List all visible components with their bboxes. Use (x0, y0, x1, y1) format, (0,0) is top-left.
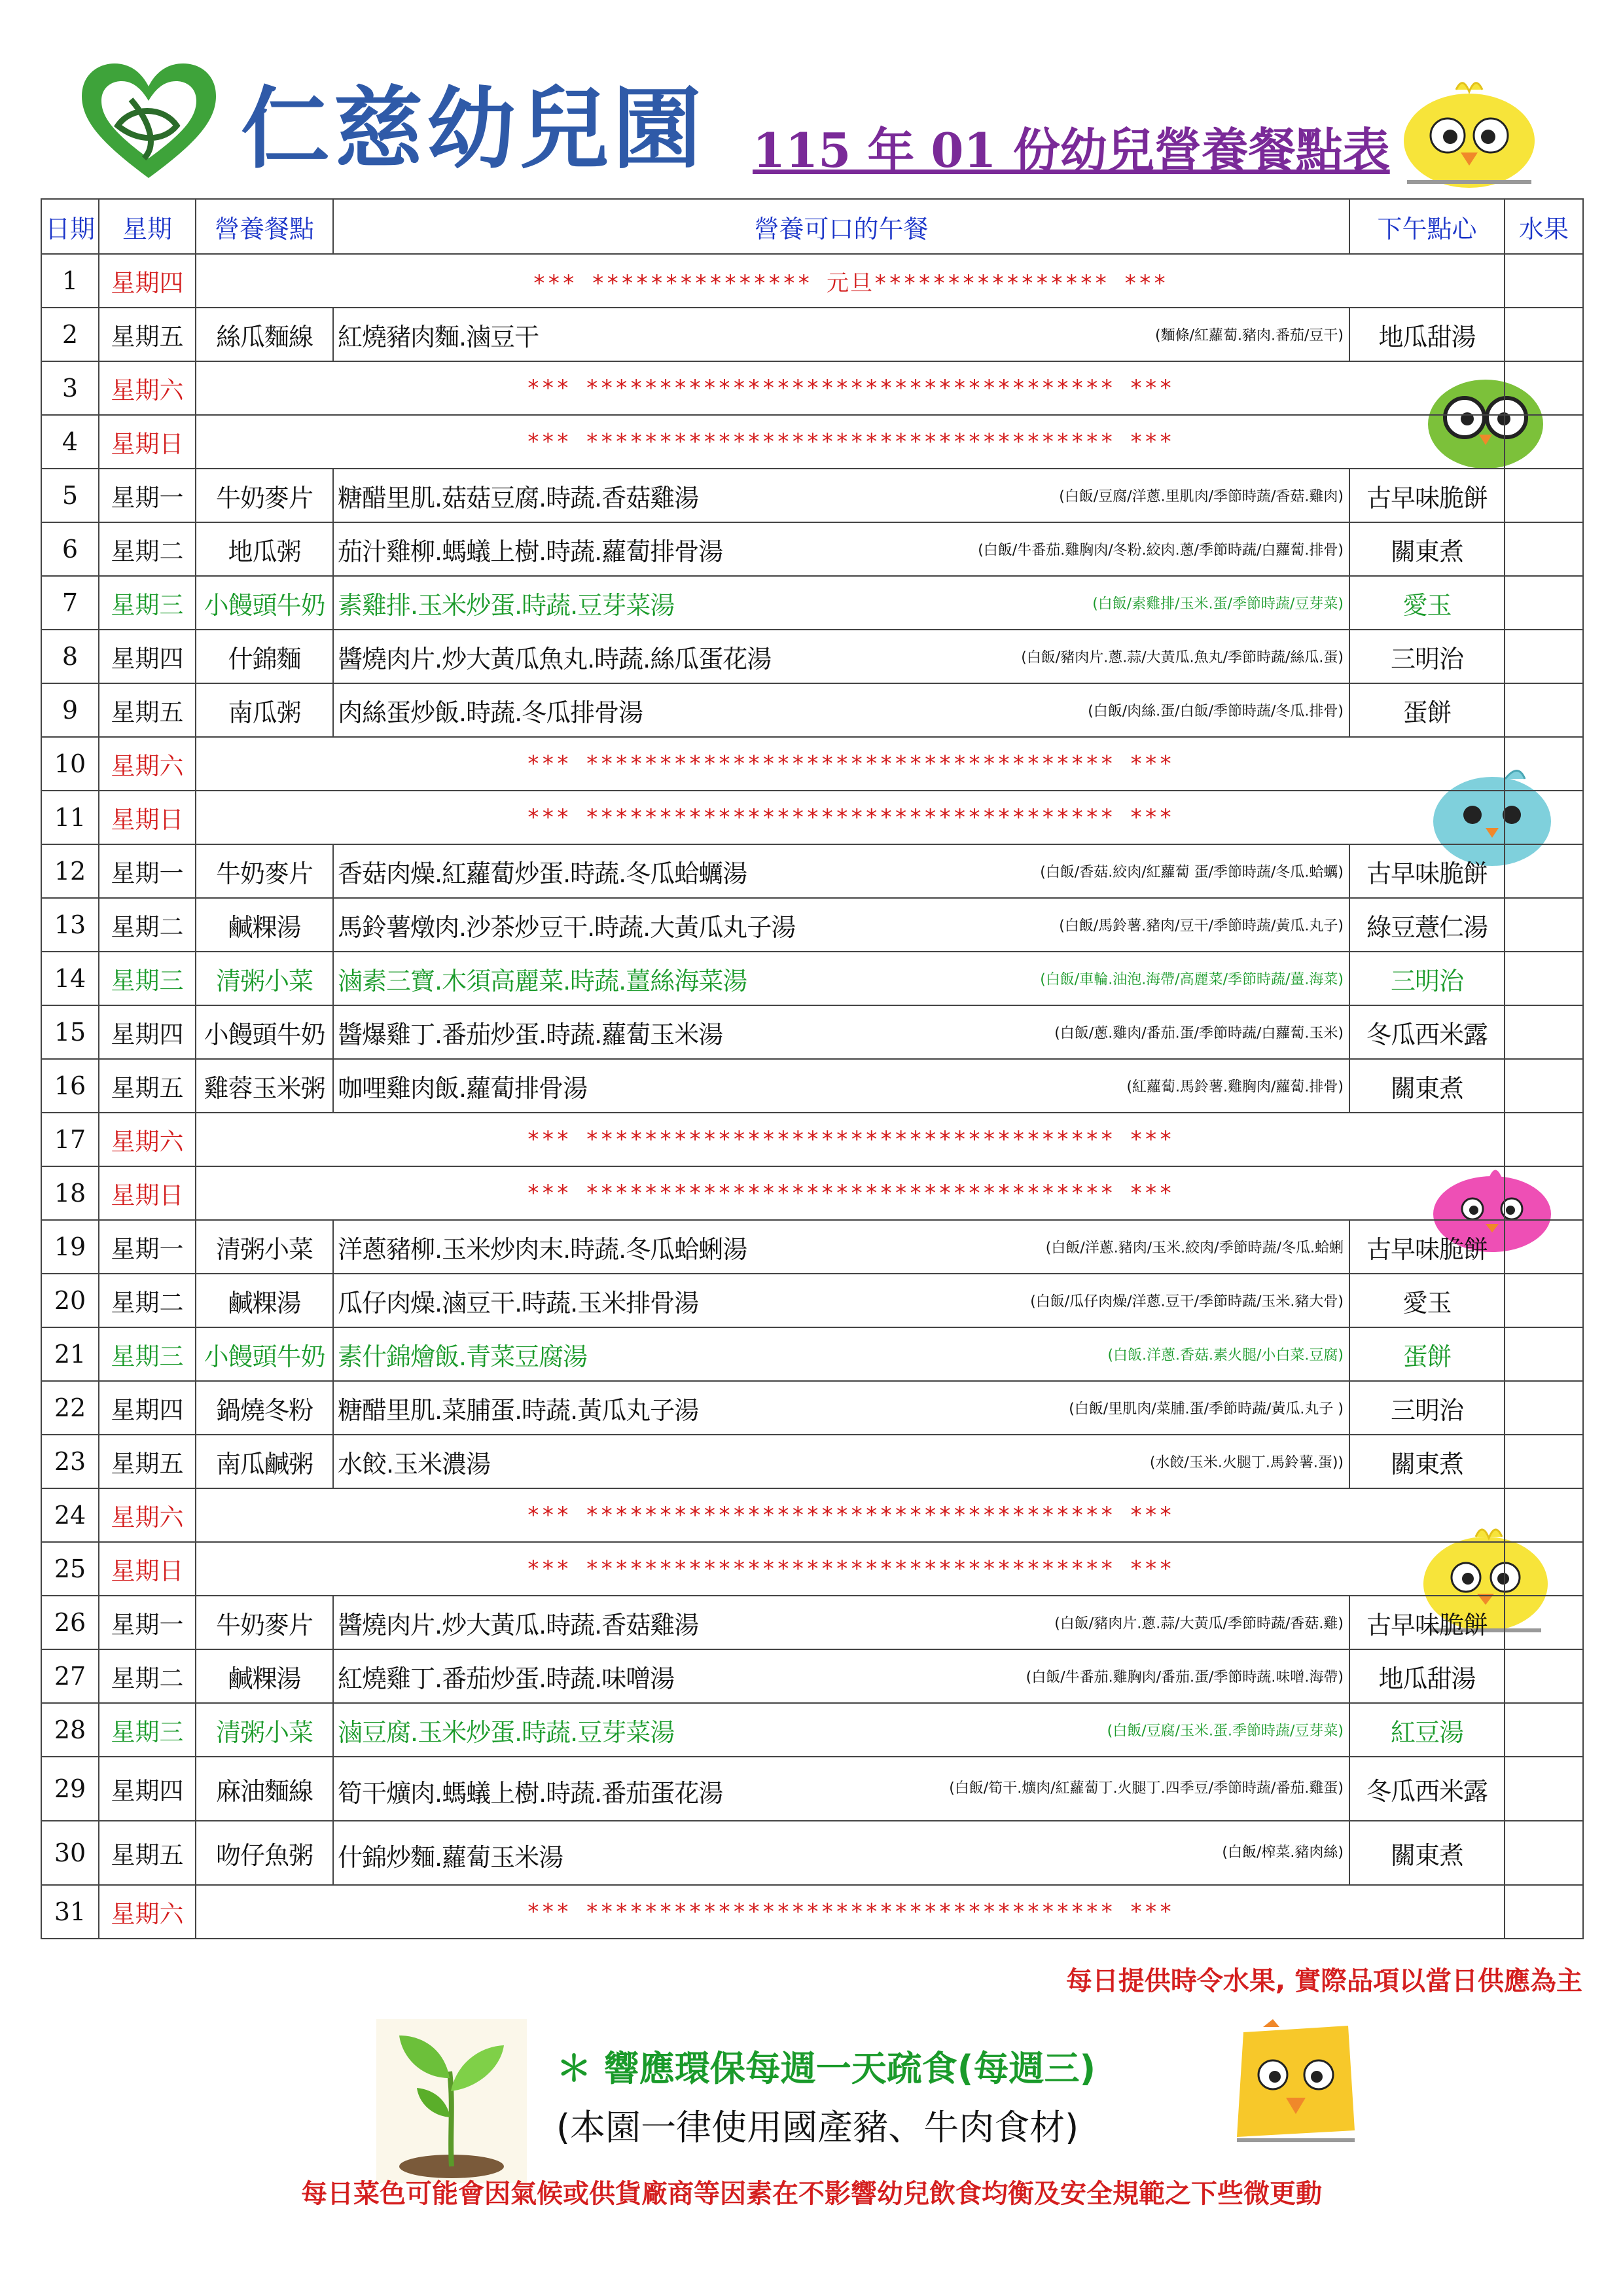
table-row (41, 1885, 1583, 1939)
lunch-ingredients: (白飯/牛番茄.雞胸肉/番茄.蛋/季節時蔬.味噌.海帶) (1026, 1669, 1344, 1686)
lunch-cell (333, 1059, 1349, 1113)
afternoon-snack-cell: 冬瓜西米露 (1349, 1005, 1505, 1059)
lunch-dishes: 素雞排.玉米炒蛋.時蔬.豆芽菜湯 (338, 590, 675, 620)
fruit-cell (1505, 1435, 1583, 1488)
afternoon-snack-cell: 三明治 (1349, 630, 1505, 683)
weekday-cell: 星期日 (99, 1166, 196, 1220)
lunch-dishes: 糖醋里肌.菜脯蛋.時蔬.黃瓜丸子湯 (338, 1395, 699, 1425)
lunch-cell (333, 1435, 1349, 1488)
lunch-ingredients: (白飯/馬鈴薯.豬肉/豆干/季節時蔬/黃瓜.丸子) (1059, 918, 1344, 935)
afternoon-snack-cell: 三明治 (1349, 952, 1505, 1005)
lunch-ingredients: (水餃/玉米.火腿丁.馬鈴薯.蛋)) (1149, 1454, 1344, 1471)
weekday-cell: 星期三 (99, 1327, 196, 1381)
fruit-cell (1505, 844, 1583, 898)
table-row (41, 1703, 1583, 1757)
lunch-ingredients: (白飯/筍干.爌肉/紅蘿蔔丁.火腿丁.四季豆/季節時蔬/番茄.雞蛋) (949, 1780, 1344, 1797)
fruit-cell (1505, 469, 1583, 522)
date-cell: 31 (41, 1885, 99, 1939)
fruit-cell (1505, 1821, 1583, 1885)
fruit-cell (1505, 1885, 1583, 1939)
lunch-ingredients: (麵條/紅蘿蔔.豬肉.番茄/豆干) (1155, 327, 1344, 344)
morning-snack-cell: 清粥小菜 (196, 952, 333, 1005)
weekday-cell: 星期五 (99, 308, 196, 361)
date-cell: 25 (41, 1542, 99, 1596)
date-cell: 5 (41, 469, 99, 522)
morning-snack-cell: 牛奶麥片 (196, 469, 333, 522)
morning-snack-cell: 雞蓉玉米粥 (196, 1059, 333, 1113)
weekday-cell: 星期六 (99, 1885, 196, 1939)
weekday-cell: 星期五 (99, 683, 196, 737)
date-cell: 27 (41, 1649, 99, 1703)
meat-note: (本園一律使用國產豬、牛肉食材) (556, 2107, 1079, 2148)
weekday-cell: 星期六 (99, 1488, 196, 1542)
lunch-cell (333, 1649, 1349, 1703)
afternoon-snack-cell: 愛玉 (1349, 576, 1505, 630)
lunch-ingredients: (白飯/豆腐/洋蔥.里肌肉/季節時蔬/香菇.雞肉) (1059, 488, 1344, 505)
lunch-dishes: 醬爆雞丁.番茄炒蛋.時蔬.蘿蔔玉米湯 (338, 1020, 723, 1049)
lunch-dishes: 筍干爌肉.螞蟻上樹.時蔬.番茄蛋花湯 (338, 1778, 723, 1808)
holiday-cell: *** ************************************ *** (196, 415, 1505, 469)
date-cell: 20 (41, 1274, 99, 1327)
weekday-cell: 星期四 (99, 1005, 196, 1059)
table-row (41, 844, 1583, 898)
fruit-note: 每日提供時令水果, 實際品項以當日供應為主 (1065, 1966, 1582, 1996)
weekday-cell: 星期二 (99, 1649, 196, 1703)
lunch-dishes: 滷素三寶.木須高麗菜.時蔬.薑絲海菜湯 (338, 966, 747, 996)
table-row (41, 1757, 1583, 1821)
lunch-dishes: 糖醋里肌.菇菇豆腐.時蔬.香菇雞湯 (338, 483, 699, 512)
morning-snack-cell: 鹹粿湯 (196, 898, 333, 952)
table-row (41, 1059, 1583, 1113)
table-row (41, 1005, 1583, 1059)
afternoon-snack-cell: 古早味脆餅 (1349, 1596, 1505, 1649)
fruit-cell (1505, 737, 1583, 791)
school-name: 仁慈幼兒園 (241, 78, 705, 181)
table-row (41, 1166, 1583, 1220)
table-row (41, 1327, 1583, 1381)
fruit-cell (1505, 1757, 1583, 1821)
table-row (41, 1488, 1583, 1542)
weekday-cell: 星期三 (99, 952, 196, 1005)
morning-snack-cell: 麻油麵線 (196, 1757, 333, 1821)
morning-snack-cell: 小饅頭牛奶 (196, 1005, 333, 1059)
morning-snack-cell: 南瓜粥 (196, 683, 333, 737)
col-header-snack-pm: 下午點心 (1349, 199, 1505, 254)
veg-note: ＊ 響應環保每週一天疏食(每週三) (556, 2048, 1096, 2089)
fruit-cell (1505, 1005, 1583, 1059)
weekday-cell: 星期三 (99, 576, 196, 630)
morning-snack-cell: 小饅頭牛奶 (196, 576, 333, 630)
lunch-ingredients: (白飯/蔥.雞肉/番茄.蛋/季節時蔬/白蘿蔔.玉米) (1054, 1025, 1344, 1042)
date-cell: 23 (41, 1435, 99, 1488)
lunch-cell (333, 898, 1349, 952)
afternoon-snack-cell: 綠豆薏仁湯 (1349, 898, 1505, 952)
fruit-cell (1505, 1649, 1583, 1703)
holiday-cell: *** ************************************ *** (196, 737, 1505, 791)
col-header-snack-am: 營養餐點 (196, 199, 333, 254)
lunch-dishes: 滷豆腐.玉米炒蛋.時蔬.豆芽菜湯 (338, 1717, 675, 1747)
lunch-ingredients: (白飯/洋蔥.豬肉/玉米.絞肉/季節時蔬/冬瓜.蛤蜊 (1045, 1240, 1344, 1257)
table-row (41, 952, 1583, 1005)
holiday-cell: *** ************************************ *** (196, 1542, 1505, 1596)
date-cell: 30 (41, 1821, 99, 1885)
lunch-ingredients: (白飯/肉絲.蛋/白飯/季節時蔬/冬瓜.排骨) (1088, 703, 1344, 720)
date-cell: 9 (41, 683, 99, 737)
lunch-cell (333, 844, 1349, 898)
date-cell: 19 (41, 1220, 99, 1274)
table-header-row (41, 199, 1583, 254)
morning-snack-cell: 鍋燒冬粉 (196, 1381, 333, 1435)
lunch-ingredients: (白飯/豬肉片.蔥.蒜/大黃瓜.魚丸/季節時蔬/絲瓜.蛋) (1021, 649, 1344, 666)
weekday-cell: 星期四 (99, 254, 196, 308)
lunch-cell (333, 308, 1349, 361)
holiday-cell: *** ************************************ *** (196, 1885, 1505, 1939)
date-cell: 15 (41, 1005, 99, 1059)
lunch-dishes: 什錦炒麵.蘿蔔玉米湯 (338, 1842, 563, 1872)
date-cell: 10 (41, 737, 99, 791)
date-cell: 13 (41, 898, 99, 952)
lunch-cell (333, 1220, 1349, 1274)
fruit-cell (1505, 1327, 1583, 1381)
lunch-dishes: 肉絲蛋炒飯.時蔬.冬瓜排骨湯 (338, 698, 643, 727)
morning-snack-cell: 什錦麵 (196, 630, 333, 683)
morning-snack-cell: 地瓜粥 (196, 522, 333, 576)
lunch-cell (333, 1327, 1349, 1381)
table-row (41, 683, 1583, 737)
morning-snack-cell: 鹹粿湯 (196, 1649, 333, 1703)
col-header-weekday: 星期 (99, 199, 196, 254)
date-cell: 6 (41, 522, 99, 576)
menu-table (41, 198, 1584, 1939)
morning-snack-cell: 南瓜鹹粥 (196, 1435, 333, 1488)
lunch-dishes: 醬燒肉片.炒大黃瓜.時蔬.香菇雞湯 (338, 1610, 699, 1640)
date-cell: 26 (41, 1596, 99, 1649)
weekday-cell: 星期六 (99, 361, 196, 415)
morning-snack-cell: 清粥小菜 (196, 1703, 333, 1757)
fruit-cell (1505, 1220, 1583, 1274)
lunch-cell (333, 683, 1349, 737)
date-cell: 21 (41, 1327, 99, 1381)
lunch-cell (333, 1274, 1349, 1327)
lunch-ingredients: (白飯/素雞排/玉米.蛋/季節時蔬/豆芽菜) (1092, 596, 1344, 613)
lunch-cell (333, 1757, 1349, 1821)
date-cell: 11 (41, 791, 99, 844)
table-row (41, 254, 1583, 308)
menu-body (41, 254, 1583, 1939)
lunch-cell (333, 1005, 1349, 1059)
weekday-cell: 星期二 (99, 522, 196, 576)
fruit-cell (1505, 1059, 1583, 1113)
table-row (41, 1220, 1583, 1274)
col-header-date: 日期 (41, 199, 99, 254)
afternoon-snack-cell: 蛋餅 (1349, 683, 1505, 737)
table-row (41, 1435, 1583, 1488)
lunch-dishes: 水餃.玉米濃湯 (338, 1449, 491, 1479)
table-row (41, 1596, 1583, 1649)
lunch-cell (333, 1821, 1349, 1885)
lunch-dishes: 紅燒雞丁.番茄炒蛋.時蔬.味噌湯 (338, 1664, 675, 1693)
weekday-cell: 星期六 (99, 1113, 196, 1166)
weekday-cell: 星期五 (99, 1821, 196, 1885)
weekday-cell: 星期二 (99, 1274, 196, 1327)
fruit-cell (1505, 1113, 1583, 1166)
lunch-ingredients: (白飯/豆腐/玉米.蛋.季節時蔬/豆芽菜) (1107, 1723, 1344, 1740)
weekday-cell: 星期四 (99, 630, 196, 683)
table-row (41, 1113, 1583, 1166)
lunch-dishes: 紅燒豬肉麵.滷豆干 (338, 322, 539, 351)
date-cell: 14 (41, 952, 99, 1005)
date-cell: 12 (41, 844, 99, 898)
lunch-cell (333, 576, 1349, 630)
afternoon-snack-cell: 三明治 (1349, 1381, 1505, 1435)
weekday-cell: 星期日 (99, 415, 196, 469)
lunch-dishes: 咖哩雞肉飯.蘿蔔排骨湯 (338, 1073, 588, 1103)
lunch-dishes: 茄汁雞柳.螞蟻上樹.時蔬.蘿蔔排骨湯 (338, 537, 723, 566)
lunch-ingredients: (白飯/牛番茄.雞胸肉/冬粉.絞肉.蔥/季節時蔬/白蘿蔔.排骨) (978, 542, 1344, 559)
lunch-ingredients: (白飯/香菇.絞肉/紅蘿蔔 蛋/季節時蔬/冬瓜.蛤蠣) (1040, 864, 1344, 881)
fruit-cell (1505, 1542, 1583, 1596)
weekday-cell: 星期一 (99, 469, 196, 522)
fruit-cell (1505, 1381, 1583, 1435)
lunch-cell (333, 952, 1349, 1005)
lunch-ingredients: (白飯/豬肉片.蔥.蒜/大黃瓜/季節時蔬/香菇.雞) (1054, 1615, 1344, 1632)
yellow-chick-icon (1387, 75, 1551, 190)
date-cell: 1 (41, 254, 99, 308)
weekday-cell: 星期六 (99, 737, 196, 791)
table-row (41, 791, 1583, 844)
afternoon-snack-cell: 古早味脆餅 (1349, 1220, 1505, 1274)
fruit-cell (1505, 1596, 1583, 1649)
lunch-dishes: 馬鈴薯燉肉.沙茶炒豆干.時蔬.大黃瓜丸子湯 (338, 912, 796, 942)
date-cell: 3 (41, 361, 99, 415)
holiday-cell: *** ************************************ *** (196, 1113, 1505, 1166)
lunch-dishes: 瓜仔肉燥.滷豆干.時蔬.玉米排骨湯 (338, 1288, 699, 1318)
date-cell: 28 (41, 1703, 99, 1757)
lunch-dishes: 香菇肉燥.紅蘿蔔炒蛋.時蔬.冬瓜蛤蠣湯 (338, 859, 747, 888)
date-cell: 7 (41, 576, 99, 630)
col-header-fruit: 水果 (1505, 199, 1583, 254)
afternoon-snack-cell: 地瓜甜湯 (1349, 1649, 1505, 1703)
table-row (41, 1381, 1583, 1435)
morning-snack-cell: 鹹粿湯 (196, 1274, 333, 1327)
morning-snack-cell: 清粥小菜 (196, 1220, 333, 1274)
afternoon-snack-cell: 愛玉 (1349, 1274, 1505, 1327)
lunch-ingredients: (白飯/榨菜.豬肉絲) (1222, 1844, 1344, 1861)
weekday-cell: 星期五 (99, 1435, 196, 1488)
afternoon-snack-cell: 關東煮 (1349, 1059, 1505, 1113)
orange-bird-icon (1224, 2019, 1368, 2150)
morning-snack-cell: 牛奶麥片 (196, 844, 333, 898)
afternoon-snack-cell: 關東煮 (1349, 1821, 1505, 1885)
fruit-cell (1505, 1274, 1583, 1327)
date-cell: 8 (41, 630, 99, 683)
lunch-cell (333, 1596, 1349, 1649)
table-row (41, 1274, 1583, 1327)
fruit-cell (1505, 254, 1583, 308)
lunch-dishes: 素什錦燴飯.青菜豆腐湯 (338, 1342, 588, 1371)
date-cell: 2 (41, 308, 99, 361)
afternoon-snack-cell: 關東煮 (1349, 1435, 1505, 1488)
col-header-lunch: 營養可口的午餐 (333, 199, 1349, 254)
lunch-cell (333, 630, 1349, 683)
menu-title: 115 年 01 份幼兒營養餐點表 (753, 122, 1390, 178)
fruit-cell (1505, 630, 1583, 683)
lunch-ingredients: (白飯/車輪.油泡.海帶/高麗菜/季節時蔬/薑.海菜) (1040, 971, 1344, 988)
afternoon-snack-cell: 紅豆湯 (1349, 1703, 1505, 1757)
lunch-ingredients: (紅蘿蔔.馬鈴薯.雞胸肉/蘿蔔.排骨) (1126, 1079, 1344, 1096)
weekday-cell: 星期一 (99, 1220, 196, 1274)
weekday-cell: 星期四 (99, 1757, 196, 1821)
date-cell: 17 (41, 1113, 99, 1166)
holiday-cell: *** ************************************ *** (196, 791, 1505, 844)
afternoon-snack-cell: 地瓜甜湯 (1349, 308, 1505, 361)
table-row (41, 308, 1583, 361)
fruit-cell (1505, 1166, 1583, 1220)
date-cell: 4 (41, 415, 99, 469)
afternoon-snack-cell: 古早味脆餅 (1349, 469, 1505, 522)
afternoon-snack-cell: 關東煮 (1349, 522, 1505, 576)
afternoon-snack-cell: 蛋餅 (1349, 1327, 1505, 1381)
afternoon-snack-cell: 冬瓜西米露 (1349, 1757, 1505, 1821)
lunch-dishes: 醬燒肉片.炒大黃瓜魚丸.時蔬.絲瓜蛋花湯 (338, 644, 772, 673)
table-row (41, 415, 1583, 469)
school-logo-heart-icon (79, 60, 219, 185)
fruit-cell (1505, 791, 1583, 844)
weekday-cell: 星期日 (99, 1542, 196, 1596)
fruit-cell (1505, 576, 1583, 630)
fruit-cell (1505, 1703, 1583, 1757)
morning-snack-cell: 吻仔魚粥 (196, 1821, 333, 1885)
fruit-cell (1505, 952, 1583, 1005)
fruit-cell (1505, 308, 1583, 361)
afternoon-snack-cell: 古早味脆餅 (1349, 844, 1505, 898)
table-row (41, 630, 1583, 683)
lunch-cell (333, 1703, 1349, 1757)
table-row (41, 469, 1583, 522)
fruit-cell (1505, 1488, 1583, 1542)
date-cell: 18 (41, 1166, 99, 1220)
table-row (41, 1649, 1583, 1703)
weekday-cell: 星期四 (99, 1381, 196, 1435)
lunch-cell (333, 1381, 1349, 1435)
lunch-ingredients: (白飯/瓜仔肉燥/洋蔥.豆干/季節時蔬/玉米.豬大骨) (1030, 1293, 1344, 1310)
weekday-cell: 星期五 (99, 1059, 196, 1113)
holiday-cell: *** ************************************ *** (196, 1488, 1505, 1542)
table-row (41, 576, 1583, 630)
weekday-cell: 星期日 (99, 791, 196, 844)
date-cell: 24 (41, 1488, 99, 1542)
lunch-ingredients: (白飯.洋蔥.香菇.素火腿/小白菜.豆腐) (1107, 1347, 1344, 1364)
date-cell: 29 (41, 1757, 99, 1821)
holiday-cell: *** *************** 元旦**************** *** (196, 254, 1505, 308)
weekday-cell: 星期一 (99, 844, 196, 898)
date-cell: 16 (41, 1059, 99, 1113)
holiday-cell: *** ************************************ *** (196, 1166, 1505, 1220)
lunch-dishes: 洋蔥豬柳.玉米炒肉末.時蔬.冬瓜蛤蜊湯 (338, 1234, 747, 1264)
morning-snack-cell: 牛奶麥片 (196, 1596, 333, 1649)
weekday-cell: 星期一 (99, 1596, 196, 1649)
fruit-cell (1505, 898, 1583, 952)
lunch-cell (333, 522, 1349, 576)
fruit-cell (1505, 522, 1583, 576)
table-row (41, 1542, 1583, 1596)
holiday-cell: *** ************************************ *** (196, 361, 1505, 415)
table-row (41, 898, 1583, 952)
lunch-cell (333, 469, 1349, 522)
bottom-note: 每日菜色可能會因氣候或供貨廠商等因素在不影響幼兒飲食均衡及安全規範之下些微更動 (301, 2179, 1322, 2209)
fruit-cell (1505, 361, 1583, 415)
table-row (41, 737, 1583, 791)
fruit-cell (1505, 683, 1583, 737)
morning-snack-cell: 絲瓜麵線 (196, 308, 333, 361)
weekday-cell: 星期三 (99, 1703, 196, 1757)
fruit-cell (1505, 415, 1583, 469)
morning-snack-cell: 小饅頭牛奶 (196, 1327, 333, 1381)
sprout-icon (376, 2019, 527, 2183)
weekday-cell: 星期二 (99, 898, 196, 952)
table-row (41, 1821, 1583, 1885)
lunch-ingredients: (白飯/里肌肉/菜脯.蛋/季節時蔬/黃瓜.丸子 ) (1069, 1401, 1344, 1418)
table-row (41, 522, 1583, 576)
table-row (41, 361, 1583, 415)
date-cell: 22 (41, 1381, 99, 1435)
